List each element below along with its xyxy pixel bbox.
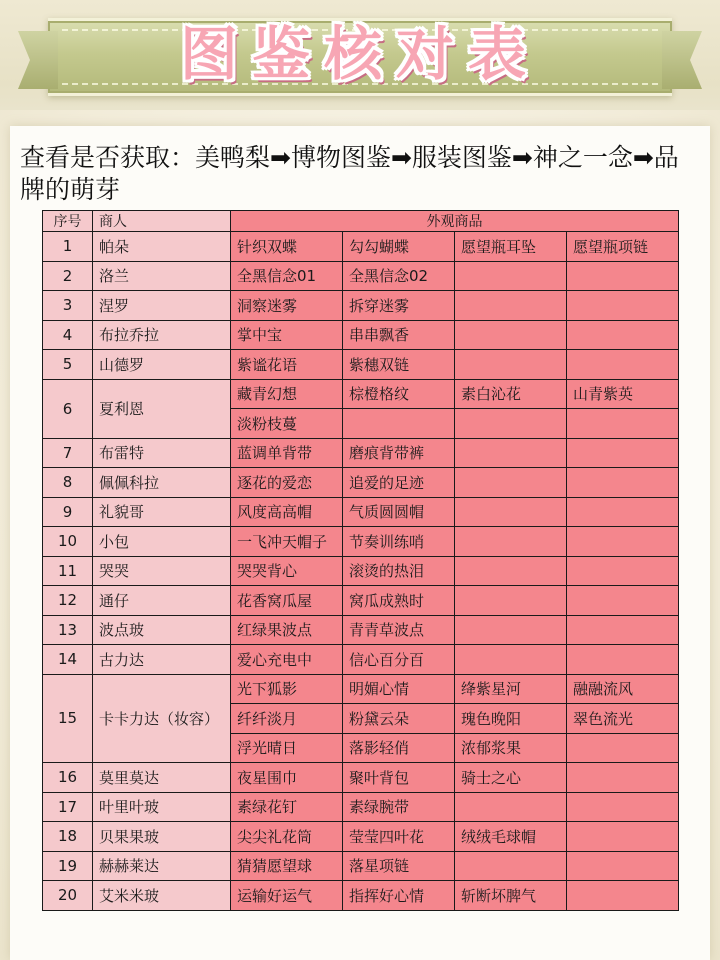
row-index: 9 bbox=[43, 497, 93, 527]
item-cell bbox=[567, 261, 679, 291]
item-cell: 指挥好心情 bbox=[343, 881, 455, 911]
page-title: 图鉴核对表 bbox=[179, 20, 540, 88]
item-cell: 气质圆圆帽 bbox=[343, 497, 455, 527]
item-cell: 棕橙格纹 bbox=[343, 379, 455, 409]
item-cell bbox=[455, 261, 567, 291]
row-merchant: 波点玻 bbox=[93, 615, 231, 645]
row-index: 17 bbox=[43, 792, 93, 822]
item-cell: 瑰色晚阳 bbox=[455, 704, 567, 734]
item-cell bbox=[567, 527, 679, 557]
item-cell: 粉黛云朵 bbox=[343, 704, 455, 734]
item-cell: 运输好运气 bbox=[231, 881, 343, 911]
row-index: 11 bbox=[43, 556, 93, 586]
row-merchant: 佩佩科拉 bbox=[93, 468, 231, 498]
item-cell: 爱心充电中 bbox=[231, 645, 343, 675]
item-cell bbox=[567, 763, 679, 793]
row-merchant: 布雷特 bbox=[93, 438, 231, 468]
item-cell: 一飞冲天帽子 bbox=[231, 527, 343, 557]
row-merchant: 贝果果玻 bbox=[93, 822, 231, 852]
item-cell: 聚叶背包 bbox=[343, 763, 455, 793]
item-cell bbox=[455, 586, 567, 616]
item-cell: 哭哭背心 bbox=[231, 556, 343, 586]
row-merchant: 通仔 bbox=[93, 586, 231, 616]
row-merchant: 夏利恩 bbox=[93, 379, 231, 438]
row-index: 3 bbox=[43, 291, 93, 321]
item-cell: 串串飘香 bbox=[343, 320, 455, 350]
table-row bbox=[43, 822, 679, 852]
table-row bbox=[43, 350, 679, 380]
item-cell bbox=[455, 615, 567, 645]
row-merchant: 山德罗 bbox=[93, 350, 231, 380]
table-row bbox=[43, 438, 679, 468]
item-cell bbox=[567, 438, 679, 468]
header-items: 外观商品 bbox=[231, 211, 679, 232]
row-index: 20 bbox=[43, 881, 93, 911]
row-index: 6 bbox=[43, 379, 93, 438]
item-cell: 藏青幻想 bbox=[231, 379, 343, 409]
row-merchant: 礼貌哥 bbox=[93, 497, 231, 527]
table-row bbox=[43, 556, 679, 586]
item-cell: 信心百分百 bbox=[343, 645, 455, 675]
row-index: 19 bbox=[43, 851, 93, 881]
item-cell bbox=[455, 320, 567, 350]
item-cell: 滚烫的热泪 bbox=[343, 556, 455, 586]
row-merchant: 莫里莫达 bbox=[93, 763, 231, 793]
item-cell bbox=[567, 733, 679, 763]
table-row bbox=[43, 645, 679, 675]
item-cell: 落星项链 bbox=[343, 851, 455, 881]
item-cell: 明媚心情 bbox=[343, 674, 455, 704]
item-cell: 骑士之心 bbox=[455, 763, 567, 793]
item-cell bbox=[567, 645, 679, 675]
item-cell: 融融流风 bbox=[567, 674, 679, 704]
item-cell bbox=[343, 409, 455, 439]
item-cell bbox=[455, 851, 567, 881]
catalog-table bbox=[42, 210, 679, 911]
item-cell: 素白沁花 bbox=[455, 379, 567, 409]
row-index: 14 bbox=[43, 645, 93, 675]
item-cell: 翠色流光 bbox=[567, 704, 679, 734]
item-cell: 风度高高帽 bbox=[231, 497, 343, 527]
row-index: 2 bbox=[43, 261, 93, 291]
item-cell: 夜星围巾 bbox=[231, 763, 343, 793]
row-merchant: 帕朵 bbox=[93, 232, 231, 262]
row-merchant: 哭哭 bbox=[93, 556, 231, 586]
table-row bbox=[43, 792, 679, 822]
item-cell bbox=[455, 409, 567, 439]
row-index: 15 bbox=[43, 674, 93, 763]
item-cell: 猜猜愿望球 bbox=[231, 851, 343, 881]
item-cell: 光下狐影 bbox=[231, 674, 343, 704]
item-cell bbox=[567, 409, 679, 439]
table-row bbox=[43, 497, 679, 527]
row-merchant: 小包 bbox=[93, 527, 231, 557]
item-cell bbox=[567, 350, 679, 380]
table-row bbox=[43, 674, 679, 704]
item-cell: 磨痕背带裤 bbox=[343, 438, 455, 468]
row-index: 12 bbox=[43, 586, 93, 616]
item-cell: 浮光晴日 bbox=[231, 733, 343, 763]
item-cell bbox=[455, 291, 567, 321]
item-cell bbox=[567, 586, 679, 616]
item-cell: 青青草波点 bbox=[343, 615, 455, 645]
table-header-row bbox=[43, 211, 679, 232]
item-cell: 愿望瓶耳坠 bbox=[455, 232, 567, 262]
row-index: 18 bbox=[43, 822, 93, 852]
item-cell: 紫谧花语 bbox=[231, 350, 343, 380]
row-index: 4 bbox=[43, 320, 93, 350]
item-cell bbox=[455, 792, 567, 822]
table-row bbox=[43, 615, 679, 645]
item-cell: 落影轻俏 bbox=[343, 733, 455, 763]
item-cell: 纤纤淡月 bbox=[231, 704, 343, 734]
item-cell: 花香窝瓜屋 bbox=[231, 586, 343, 616]
item-cell: 斩断坏脾气 bbox=[455, 881, 567, 911]
row-index: 1 bbox=[43, 232, 93, 262]
item-cell: 绛紫星河 bbox=[455, 674, 567, 704]
item-cell bbox=[567, 497, 679, 527]
table-row bbox=[43, 261, 679, 291]
item-cell bbox=[567, 291, 679, 321]
item-cell: 愿望瓶项链 bbox=[567, 232, 679, 262]
item-cell bbox=[567, 851, 679, 881]
item-cell bbox=[567, 881, 679, 911]
item-cell: 淡粉枝蔓 bbox=[231, 409, 343, 439]
table-row bbox=[43, 379, 679, 409]
table-row bbox=[43, 320, 679, 350]
row-index: 13 bbox=[43, 615, 93, 645]
table-body bbox=[43, 232, 679, 911]
row-merchant: 艾米米玻 bbox=[93, 881, 231, 911]
row-merchant: 洛兰 bbox=[93, 261, 231, 291]
table-row bbox=[43, 881, 679, 911]
table-row bbox=[43, 586, 679, 616]
item-cell: 掌中宝 bbox=[231, 320, 343, 350]
table-row bbox=[43, 527, 679, 557]
row-index: 10 bbox=[43, 527, 93, 557]
item-cell bbox=[455, 645, 567, 675]
item-cell bbox=[455, 350, 567, 380]
item-cell bbox=[567, 320, 679, 350]
item-cell: 针织双蝶 bbox=[231, 232, 343, 262]
intro-text: 查看是否获取：美鸭梨➡博物图鉴➡服装图鉴➡神之一念➡品牌的萌芽 bbox=[20, 143, 679, 204]
row-merchant: 卡卡力达（妆容） bbox=[93, 674, 231, 763]
item-cell: 逐花的爱恋 bbox=[231, 468, 343, 498]
item-cell: 山青紫英 bbox=[567, 379, 679, 409]
row-index: 8 bbox=[43, 468, 93, 498]
table-row bbox=[43, 468, 679, 498]
item-cell bbox=[455, 556, 567, 586]
row-merchant: 古力达 bbox=[93, 645, 231, 675]
header-merchant: 商人 bbox=[93, 211, 231, 232]
item-cell: 勾勾蝴蝶 bbox=[343, 232, 455, 262]
item-cell: 全黑信念01 bbox=[231, 261, 343, 291]
item-cell: 紫穗双链 bbox=[343, 350, 455, 380]
row-merchant: 涅罗 bbox=[93, 291, 231, 321]
item-cell: 红绿果波点 bbox=[231, 615, 343, 645]
item-cell: 节奏训练哨 bbox=[343, 527, 455, 557]
item-cell: 莹莹四叶花 bbox=[343, 822, 455, 852]
row-index: 16 bbox=[43, 763, 93, 793]
item-cell: 追爱的足迹 bbox=[343, 468, 455, 498]
item-cell: 绒绒毛球帽 bbox=[455, 822, 567, 852]
row-merchant: 赫赫莱达 bbox=[93, 851, 231, 881]
table-row bbox=[43, 851, 679, 881]
row-index: 7 bbox=[43, 438, 93, 468]
row-merchant: 布拉乔拉 bbox=[93, 320, 231, 350]
item-cell: 蓝调单背带 bbox=[231, 438, 343, 468]
item-cell bbox=[567, 468, 679, 498]
item-cell bbox=[455, 438, 567, 468]
item-cell bbox=[567, 822, 679, 852]
item-cell bbox=[455, 527, 567, 557]
item-cell: 素绿腕带 bbox=[343, 792, 455, 822]
table-row bbox=[43, 763, 679, 793]
item-cell: 浓郁浆果 bbox=[455, 733, 567, 763]
item-cell: 全黑信念02 bbox=[343, 261, 455, 291]
item-cell bbox=[455, 497, 567, 527]
header-index: 序号 bbox=[43, 211, 93, 232]
table-row bbox=[43, 232, 679, 262]
item-cell bbox=[567, 792, 679, 822]
item-cell: 拆穿迷雾 bbox=[343, 291, 455, 321]
row-merchant: 叶里叶玻 bbox=[93, 792, 231, 822]
item-cell: 素绿花钉 bbox=[231, 792, 343, 822]
table-row bbox=[43, 291, 679, 321]
item-cell: 窝瓜成熟时 bbox=[343, 586, 455, 616]
row-index: 5 bbox=[43, 350, 93, 380]
item-cell bbox=[567, 556, 679, 586]
item-cell: 洞察迷雾 bbox=[231, 291, 343, 321]
item-cell bbox=[567, 615, 679, 645]
item-cell bbox=[455, 468, 567, 498]
item-cell: 尖尖礼花筒 bbox=[231, 822, 343, 852]
